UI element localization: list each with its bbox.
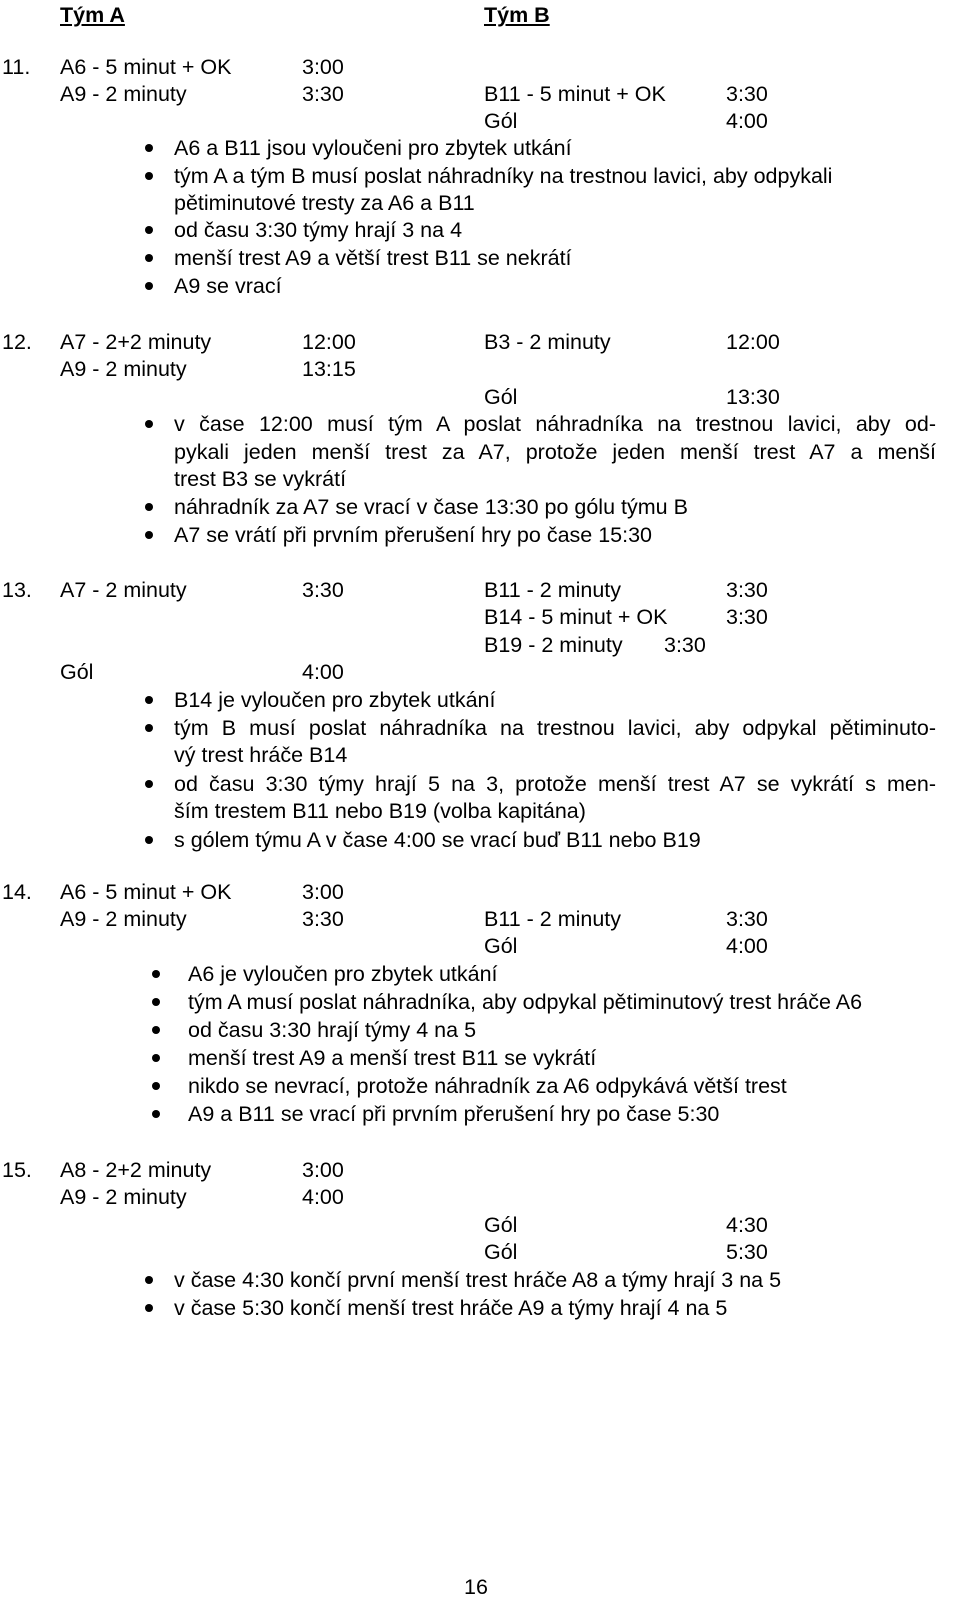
goal-entry: Gól bbox=[484, 1213, 518, 1237]
goal-time: 4:00 bbox=[726, 109, 768, 133]
bullet-icon bbox=[145, 420, 153, 428]
bullet-icon bbox=[145, 282, 153, 290]
note-text: menší trest A9 a větší trest B11 se nekrátí bbox=[174, 246, 572, 270]
penalty-entry: A6 - 5 minut + OK bbox=[60, 880, 232, 904]
penalty-time: 3:30 bbox=[302, 907, 344, 931]
case-number: 12. bbox=[2, 330, 32, 354]
bullet-icon bbox=[152, 1054, 160, 1062]
note-text: A6 je vyloučen pro zbytek utkání bbox=[188, 962, 498, 986]
note-text: trest B3 se vykrátí bbox=[174, 467, 347, 491]
note-text: v čase 4:30 končí první menší trest hráče A8 a týmy hrají 3 na 5 bbox=[174, 1268, 782, 1292]
goal-time: 4:00 bbox=[726, 934, 768, 958]
penalty-entry: A7 - 2 minuty bbox=[60, 578, 187, 602]
penalty-time: 3:00 bbox=[302, 1158, 344, 1182]
goal-time: 13:30 bbox=[726, 385, 780, 409]
bullet-icon bbox=[145, 254, 153, 262]
note-text: ším trestem B11 nebo B19 (volba kapitána) bbox=[174, 799, 586, 823]
note-text: náhradník za A7 se vrací v čase 13:30 po gólu týmu B bbox=[174, 495, 688, 519]
goal-entry: Gól bbox=[60, 660, 94, 684]
case-number: 14. bbox=[2, 880, 32, 904]
bullet-icon bbox=[145, 226, 153, 234]
bullet-icon bbox=[152, 1082, 160, 1090]
case-number: 13. bbox=[2, 578, 32, 602]
note-text: od času 3:30 týmy hrají 5 na 3, protože menší trest A7 se vykrátí s men- bbox=[174, 772, 936, 796]
note-text: v čase 12:00 musí tým A poslat náhradníka na trestnou lavici, aby od- bbox=[174, 412, 936, 436]
case-number: 15. bbox=[2, 1158, 32, 1182]
team-b-header: Tým B bbox=[484, 3, 550, 27]
note-text: B14 je vyloučen pro zbytek utkání bbox=[174, 688, 496, 712]
note-text: pětiminutové tresty za A6 a B11 bbox=[174, 191, 475, 215]
penalty-time: 3:30 bbox=[302, 82, 344, 106]
team-a-header: Tým A bbox=[60, 3, 125, 27]
penalty-time: 3:30 bbox=[664, 633, 706, 657]
note-text: tým A musí poslat náhradníka, aby odpykal pětiminutový trest hráče A6 bbox=[188, 990, 863, 1014]
penalty-entry: A6 - 5 minut + OK bbox=[60, 55, 232, 79]
penalty-time: 3:30 bbox=[726, 82, 768, 106]
penalty-time: 3:00 bbox=[302, 880, 344, 904]
note-text: od času 3:30 týmy hrají 3 na 4 bbox=[174, 218, 463, 242]
note-text: nikdo se nevrací, protože náhradník za A6 odpykává větší trest bbox=[188, 1074, 787, 1098]
penalty-entry: B11 - 2 minuty bbox=[484, 907, 622, 931]
note-text: v čase 5:30 končí menší trest hráče A9 a týmy hrají 4 na 5 bbox=[174, 1296, 728, 1320]
goal-time: 4:30 bbox=[726, 1213, 768, 1237]
penalty-time: 13:15 bbox=[302, 357, 356, 381]
penalty-entry: B11 - 5 minut + OK bbox=[484, 82, 666, 106]
penalty-entry: A7 - 2+2 minuty bbox=[60, 330, 212, 354]
penalty-entry: A9 - 2 minuty bbox=[60, 357, 187, 381]
bullet-icon bbox=[145, 144, 153, 152]
bullet-icon bbox=[145, 836, 153, 844]
penalty-entry: A9 - 2 minuty bbox=[60, 1185, 187, 1209]
note-text: vý trest hráče B14 bbox=[174, 743, 348, 767]
goal-time: 4:00 bbox=[302, 660, 344, 684]
bullet-icon bbox=[152, 998, 160, 1006]
bullet-icon bbox=[145, 1276, 153, 1284]
bullet-icon bbox=[145, 1304, 153, 1312]
penalty-entry: A9 - 2 minuty bbox=[60, 907, 187, 931]
penalty-entry: A9 - 2 minuty bbox=[60, 82, 187, 106]
goal-entry: Gól bbox=[484, 109, 518, 133]
penalty-time: 4:00 bbox=[302, 1185, 344, 1209]
bullet-icon bbox=[145, 696, 153, 704]
goal-entry: Gól bbox=[484, 385, 518, 409]
penalty-entry: B11 - 2 minuty bbox=[484, 578, 622, 602]
goal-time: 5:30 bbox=[726, 1240, 768, 1264]
penalty-time: 12:00 bbox=[726, 330, 780, 354]
goal-entry: Gól bbox=[484, 1240, 518, 1264]
note-text: s gólem týmu A v čase 4:00 se vrací buď B11 nebo B19 bbox=[174, 828, 701, 852]
case-number: 11. bbox=[2, 55, 31, 79]
penalty-time: 3:30 bbox=[726, 578, 768, 602]
note-text: tým B musí poslat náhradníka na trestnou lavici, aby odpykal pětiminuto- bbox=[174, 716, 936, 740]
bullet-icon bbox=[145, 172, 153, 180]
note-text: od času 3:30 hrají týmy 4 na 5 bbox=[188, 1018, 477, 1042]
bullet-icon bbox=[145, 724, 153, 732]
penalty-time: 3:00 bbox=[302, 55, 344, 79]
penalty-entry: B19 - 2 minuty bbox=[484, 633, 623, 657]
bullet-icon bbox=[145, 503, 153, 511]
page-number: 16 bbox=[464, 1575, 488, 1599]
penalty-time: 3:30 bbox=[726, 907, 768, 931]
note-text: A9 se vrací bbox=[174, 274, 282, 298]
bullet-icon bbox=[145, 780, 153, 788]
note-text: tým A a tým B musí poslat náhradníky na trestnou lavici, aby odpykali bbox=[174, 164, 833, 188]
bullet-icon bbox=[152, 1110, 160, 1118]
penalty-entry: B14 - 5 minut + OK bbox=[484, 605, 668, 629]
penalty-time: 12:00 bbox=[302, 330, 356, 354]
note-text: A7 se vrátí při prvním přerušení hry po čase 15:30 bbox=[174, 523, 653, 547]
penalty-entry: B3 - 2 minuty bbox=[484, 330, 611, 354]
penalty-entry: A8 - 2+2 minuty bbox=[60, 1158, 212, 1182]
note-text: pykali jeden menší trest za A7, protože jeden menší trest A7 a menší bbox=[174, 440, 936, 464]
note-text: menší trest A9 a menší trest B11 se vykrátí bbox=[188, 1046, 597, 1070]
note-text: A9 a B11 se vrací při prvním přerušení hry po čase 5:30 bbox=[188, 1102, 720, 1126]
goal-entry: Gól bbox=[484, 934, 518, 958]
bullet-icon bbox=[152, 1026, 160, 1034]
bullet-icon bbox=[145, 531, 153, 539]
note-text: A6 a B11 jsou vyloučeni pro zbytek utkání bbox=[174, 136, 572, 160]
penalty-time: 3:30 bbox=[726, 605, 768, 629]
bullet-icon bbox=[152, 970, 160, 978]
penalty-time: 3:30 bbox=[302, 578, 344, 602]
